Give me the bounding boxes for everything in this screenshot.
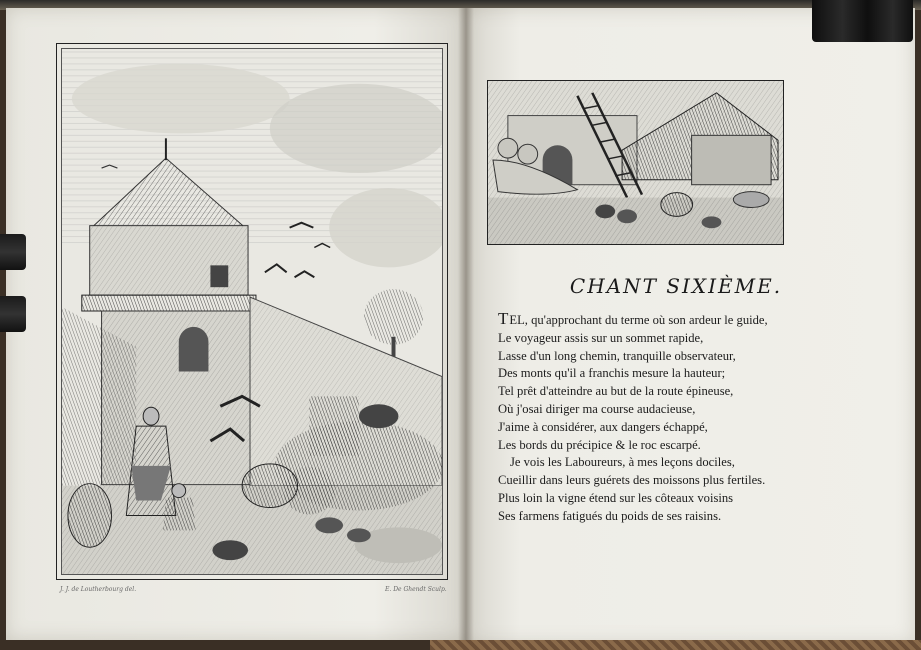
poem-line: Plus loin la vigne étend sur les côteaux voisins [498,490,734,505]
poem-line: Lasse d'un long chemin, tranquille observateur, [498,348,736,363]
children-poultry-engraving [488,81,783,244]
poem-text [498,310,798,526]
headpiece-vignette [487,80,784,245]
poem-line: Où j'osai diriger ma course audacieuse, [498,401,696,416]
book-edge [430,640,921,650]
poem-dropcap: T [498,309,510,328]
plate-credit-engraver: E. De Ghendt Sculp. [385,586,447,593]
poem-line: Je vois les Laboureurs, à mes leçons dociles, [510,455,735,470]
chant-title: CHANT SIXIÈME. [569,274,783,298]
poem-line: Les bords du précipice & le roc escarpé. [498,437,701,452]
book-gutter [458,8,474,644]
poem-line: Des monts qu'il a franchis mesure la hauteur; [498,366,726,381]
engraving-image [61,48,443,575]
binder-clip-left-bottom [0,296,26,332]
poem-line: Ses farmens fatigués du poids de ses raisins. [498,508,722,523]
dovecote-engraving [62,49,442,574]
poem-first-line-text: qu'approchant du terme où son ardeur le guide, [527,313,768,327]
engraving-plate [56,43,448,580]
plate-credit-draughtsman: J. J. de Loutherbourg del. [60,586,137,593]
poem-line: Tel prêt d'atteindre au but de la route épineuse, [498,384,734,399]
poem-line: Le voyageur assis sur un sommet rapide, [498,330,704,345]
poem-line: Cueillir dans leurs guérets des moissons plus fertiles. [498,473,766,488]
poem-line: J'aime à considérer, aux dangers échappé, [498,419,708,434]
poem-line-first [498,310,798,330]
binder-clip-left-top [0,234,26,270]
poem-first-word: EL, [509,313,528,327]
binder-clip-top-right [812,0,913,42]
